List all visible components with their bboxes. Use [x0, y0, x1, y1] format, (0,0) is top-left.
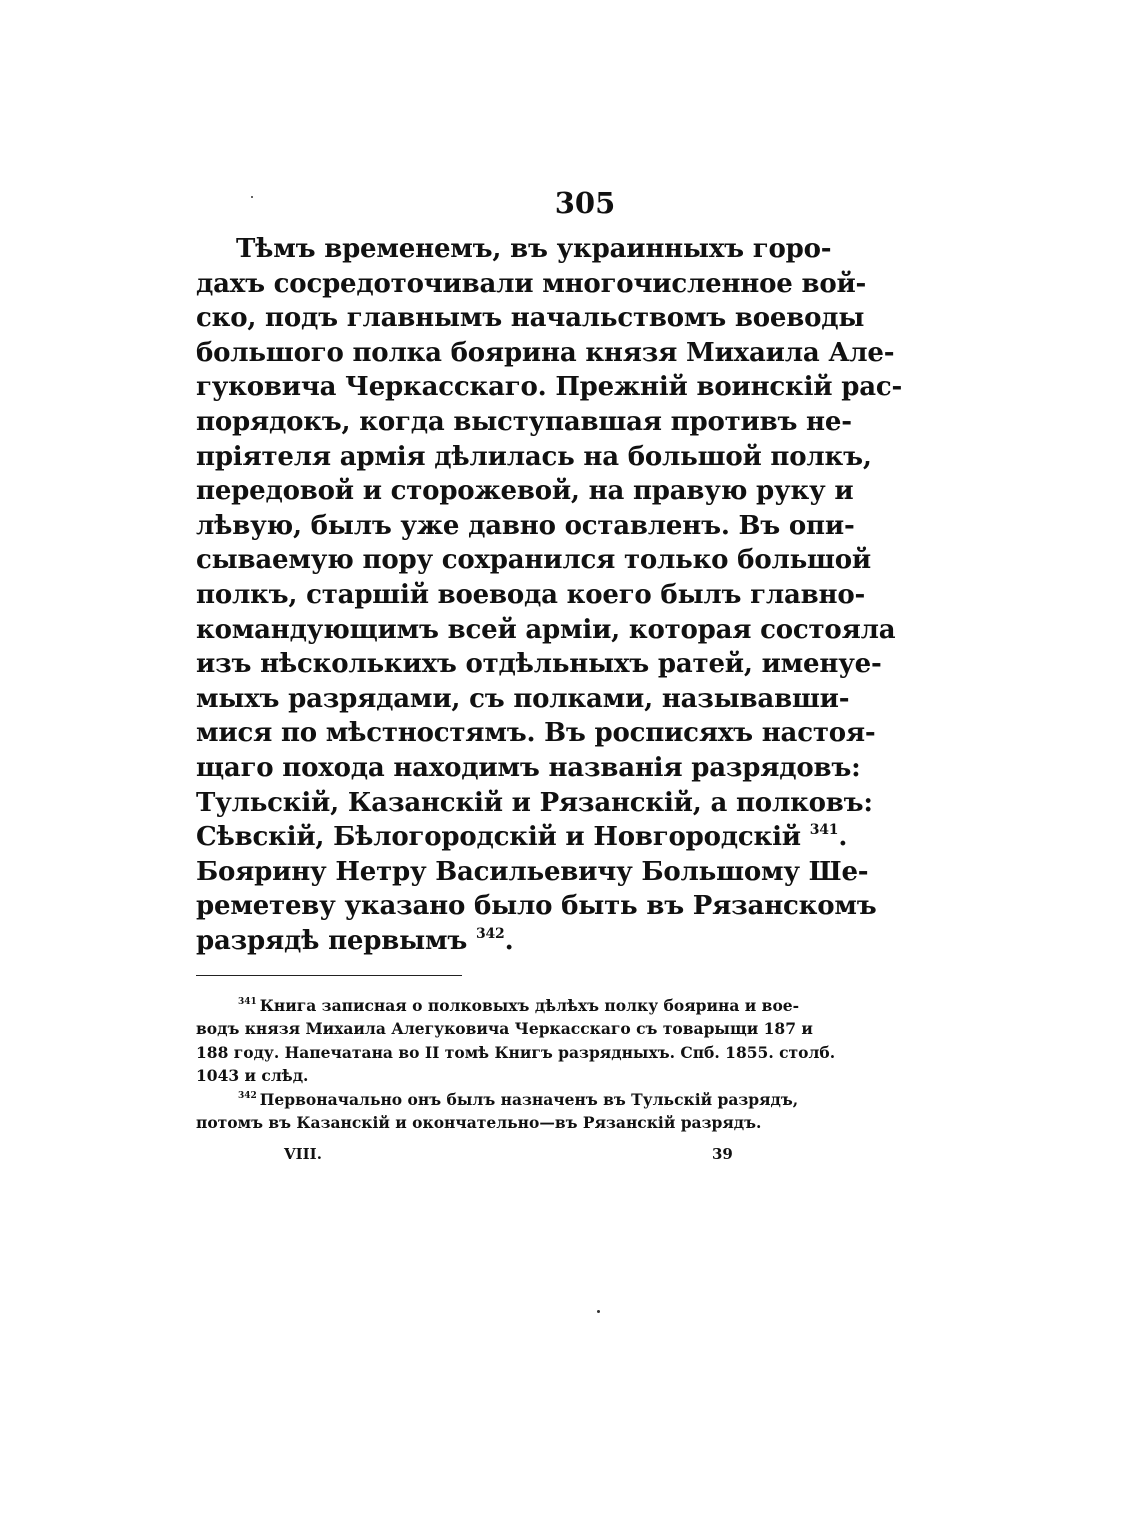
signature-volume: VIII. — [284, 1145, 322, 1163]
footnote-ref-341[interactable]: 341 — [809, 822, 839, 839]
text-line: командующимъ всей арміи, которая состояла — [196, 614, 896, 645]
main-text — [196, 232, 903, 958]
footnote-marker: 342 — [238, 1090, 257, 1101]
text-line-content: Сѣвскій, Бѣлогородскій и Новгородскій — [196, 822, 801, 853]
text-line: порядокъ, когда выступавшая противъ не- — [196, 406, 852, 437]
scan-speck — [597, 1310, 600, 1313]
footnote-marker: 341 — [238, 997, 257, 1007]
footnotes-section — [196, 994, 836, 1134]
footnote-line — [196, 1088, 799, 1111]
text-line: дахъ сосредоточивали многочисленное вой- — [196, 268, 867, 299]
footnote-line: потомъ въ Казанскій и окончательно—въ Рязанскій разрядъ. — [196, 1112, 762, 1132]
footnote-text: Первоначально онъ былъ назначенъ въ Тульскій разрядъ, — [259, 1089, 799, 1109]
text-line: мися по мѣстностямъ. Въ росписяхъ настоя- — [196, 718, 876, 749]
text-line: передовой и сторожевой, на правую руку и — [196, 476, 854, 507]
text-line-with-ref — [196, 924, 774, 959]
text-line: Тульскій, Казанскій и Рязанскій, а полковъ: — [196, 787, 873, 818]
page-number: 305 — [554, 186, 616, 220]
footnote-line — [196, 994, 800, 1017]
text-line: большого полка боярина князя Михаила Але- — [196, 337, 895, 368]
text-line: щаго похода находимъ названія разрядовъ: — [196, 752, 861, 783]
text-line: реметеву указано было быть въ Рязанскомъ — [196, 891, 877, 922]
footnote-divider — [196, 975, 462, 976]
signature-sheet: 39 — [712, 1145, 733, 1163]
footnote-ref-342[interactable]: 342 — [475, 925, 505, 942]
text-line: полкъ, старшій воевода коего былъ главно- — [196, 579, 866, 610]
text-line: гуковича Черкасскаго. Прежній воинскій рас- — [196, 372, 903, 403]
text-line-with-ref — [196, 820, 848, 855]
sentence-period: . — [504, 925, 514, 956]
text-line: мыхъ разрядами, съ полками, называвши- — [196, 683, 850, 714]
footnote-line: водъ князя Михаила Алегуковича Черкасскаго съ товарыщи 187 и — [196, 1019, 813, 1039]
text-line: ско, подъ главнымъ начальствомъ воеводы — [196, 303, 865, 334]
text-line: изъ нѣсколькихъ отдѣльныхъ ратей, именуе- — [196, 649, 882, 680]
footnote-342 — [196, 1088, 799, 1135]
footnote-341 — [196, 994, 836, 1088]
scan-speck — [251, 196, 253, 198]
footnote-line: 188 году. Напечатана во II томѣ Книгъ разрядныхъ. Спб. 1855. столб. — [196, 1042, 836, 1062]
text-line: пріятеля армія дѣлилась на большой полкъ, — [196, 441, 872, 472]
text-line: лѣвую, былъ уже давно оставленъ. Въ опи- — [196, 510, 855, 541]
sentence-period: . — [838, 822, 848, 853]
text-line: сываемую пору сохранился только большой — [196, 545, 872, 576]
footnote-text: Книга записная о полковыхъ дѣлѣхъ полку боярина и вое- — [259, 996, 800, 1015]
footnote-line: 1043 и слѣд. — [196, 1066, 309, 1086]
text-line: Тѣмъ временемъ, въ украинныхъ горо- — [236, 234, 832, 264]
text-line-content: разрядѣ первымъ — [196, 925, 468, 956]
text-line: Боярину Нетру Васильевичу Большому Ше- — [196, 856, 869, 887]
